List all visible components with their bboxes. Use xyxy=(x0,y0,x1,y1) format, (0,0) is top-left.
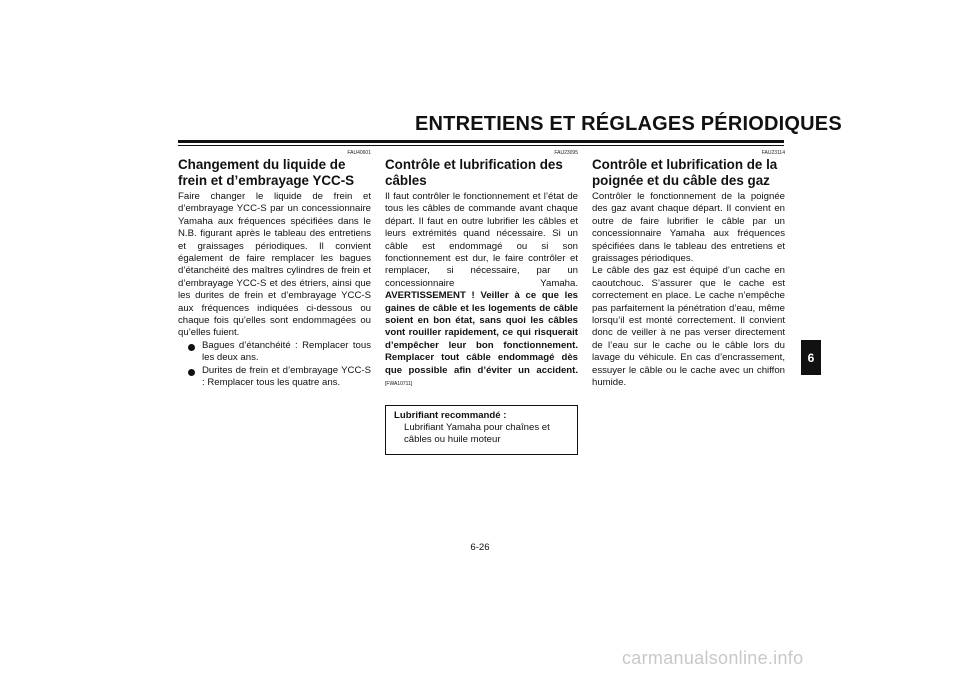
page-header-title: ENTRETIENS ET RÉGLAGES PÉRIODIQUES xyxy=(415,113,842,135)
section-body xyxy=(385,191,578,391)
bullet-icon xyxy=(188,344,195,351)
lubricant-title: Lubrifiant recommandé : xyxy=(394,409,507,421)
header-rule-thin xyxy=(178,145,784,146)
section-heading: Contrôle et lubrification des câbles xyxy=(385,157,563,188)
section-heading: Changement du liquide de frein et d’embrayage YCC-S xyxy=(178,157,355,188)
list-item-text: Durites de frein et d’embrayage YCC-S : Remplacer tous les quatre ans. xyxy=(202,364,371,389)
lubricant-box xyxy=(385,405,578,455)
section-heading: Contrôle et lubrification de la poignée et du câble des gaz xyxy=(592,157,778,188)
list-item-text: Bagues d’étanchéité : Remplacer tous les deux ans. xyxy=(202,339,371,364)
header-rule-thick xyxy=(178,140,784,143)
bullet-icon xyxy=(188,369,195,376)
column-2 xyxy=(385,150,578,455)
section-body: Faire changer le liquide de frein et d’embrayage YCC-S par un concessionnaire Yamaha aux fréquences spécifiées dans le N.B. figurant après le tableau des entretiens et graissages périodiques. Il convient également de faire remplacer les bagues d’étanchéité des maîtres cylindres de frein et d’embrayage YCC-S et des étriers, ainsi que les durites de frein et d’embrayage YCC-S aux fréquences indiquées ci-dessous ou chaque fois qu’elles sont endommagées ou qu’elles fuient. xyxy=(178,191,371,339)
warning-code: [FWA10711] xyxy=(385,381,413,388)
page-number: 6-26 xyxy=(470,542,490,553)
bullet-list xyxy=(178,340,371,390)
watermark: carmanualsonline.info xyxy=(622,648,804,668)
lubricant-value: Lubrifiant Yamaha pour chaînes et câbles ou huile moteur xyxy=(404,421,550,446)
list-item xyxy=(178,365,371,390)
section-code: FAU40601 xyxy=(347,150,371,156)
warning-text: AVERTISSEMENT ! Veiller à ce que les gaines de câble et les logements de câble soient en bon état, sans quoi les câbles vont rouiller rapidement, ce qui risquerait d’empêcher leur bon fonctionnement. Remplacer tout câble endommagé dès que possible afin d’éviter un accident. xyxy=(385,290,578,376)
section-code: FAU23095 xyxy=(554,150,578,156)
section-body: Contrôler le fonctionnement de la poignée des gaz avant chaque départ. Il convient en outre de faire lubrifier le câble par un concessionnaire Yamaha aux fréquences spécifiées dans le tableau des entretiens et graissages périodiques. xyxy=(592,191,785,265)
column-3 xyxy=(592,150,785,390)
section-code: FAU23114 xyxy=(761,150,785,156)
list-item xyxy=(178,340,371,365)
section-body: Le câble des gaz est équipé d’un cache en caoutchouc. S’assurer que le cache est correctement en place. Le cache n’empêche pas parfaitement la pénétration d’eau, même lorsqu’il est monté correctement. Il convient donc de veiller à ne pas verser directement de l’eau sur le cache ou le câble lors du lavage du véhicule. En cas d’encrassement, essuyer le câble ou le cache avec un chiffon humide. xyxy=(592,265,785,389)
body-text: Il faut contrôler le fonctionnement et l’état de tous les câbles de commande avant chaque départ. Il faut en outre lubrifier les câbles et leurs extrémités quand nécessaire. Si un câble est endommagé ou si son fonctionnement est dur, le faire contrôler et remplacer, si nécessaire, par un concessionnaire Yamaha. xyxy=(385,191,578,289)
column-1 xyxy=(178,150,371,390)
chapter-tab: 6 xyxy=(801,340,821,375)
